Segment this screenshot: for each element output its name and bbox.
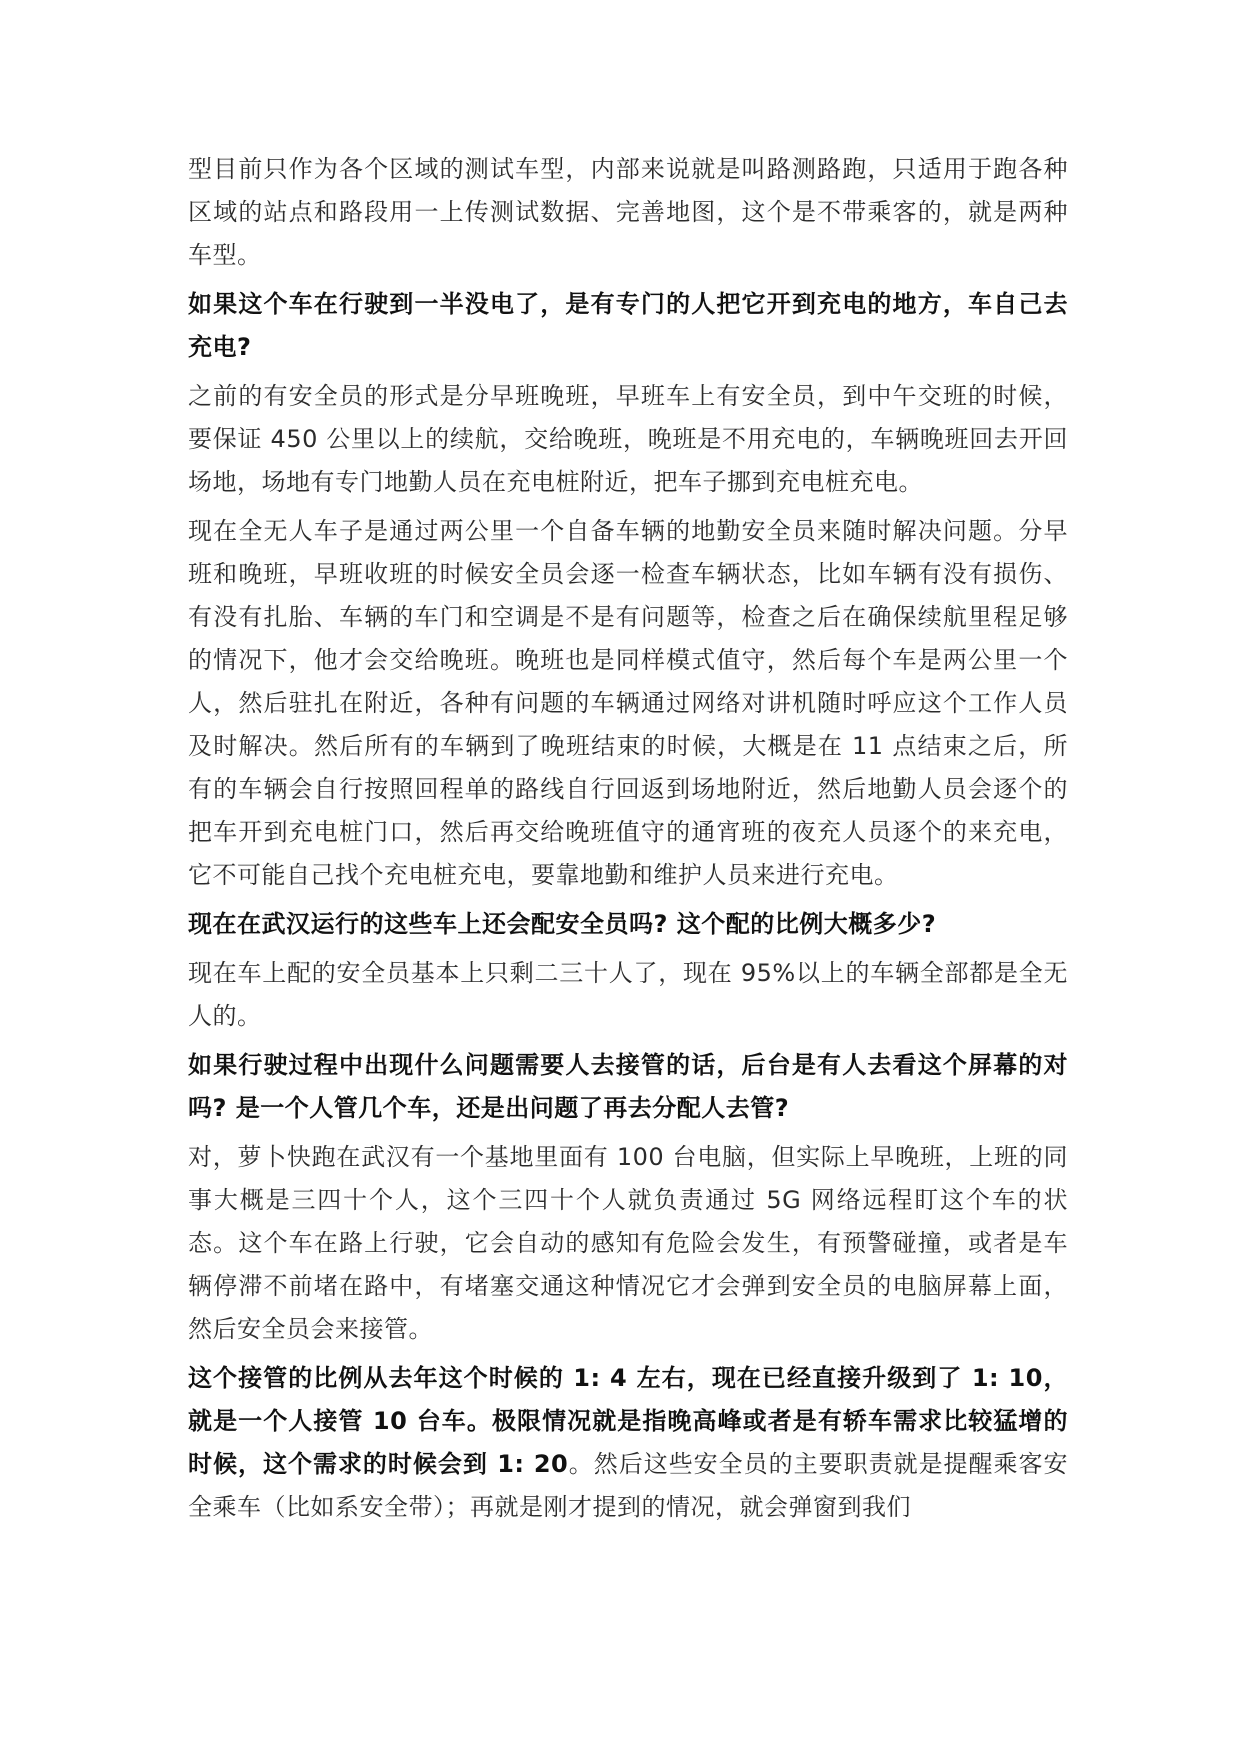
question-3: 如果行驶过程中出现什么问题需要人去接管的话，后台是有人去看这个屏幕的对吗? 是一个人管几个车，还是出问题了再去分配人去管?	[188, 1051, 1068, 1122]
paragraph-5: 对，萝卜快跑在武汉有一个基地里面有 100 台电脑，但实际上早晚班，上班的同事大概是三四十个人，这个三四十个人就负责通过 5G 网络远程盯这个车的状态。这个车在路上行驶，它会自动的感知有危险会发生，有预警碰撞，或者是车辆停滞不前堵在路中，有堵塞交通这种情况它才会弹到安全员的电脑屏幕上面，然后安全员会来接管。	[188, 1143, 1068, 1343]
question-2: 现在在武汉运行的这些车上还会配安全员吗? 这个配的比例大概多少?	[188, 910, 937, 938]
paragraph-3: 现在全无人车子是通过两公里一个自备车辆的地勤安全员来随时解决问题。分早班和晚班，早班收班的时候安全员会逐一检查车辆状态，比如车辆有没有损伤、有没有扎胎、车辆的车门和空调是不是有问题等，检查之后在确保续航里程足够的情况下，他才会交给晚班。晚班也是同样模式值守，然后每个车是两公里一个人，然后驻扎在附近，各种有问题的车辆通过网络对讲机随时呼应这个工作人员及时解决。然后所有的车辆到了晚班结束的时候，大概是在 11 点结束之后，所有的车辆会自行按照回程单的路线自行回返到场地附近，然后地勤人员会逐个的把车开到充电桩门口，然后再交给晚班值守的通宵班的夜充人员逐个的来充电，它不可能自己找个充电桩充电，要靠地勤和维护人员来进行充电。	[188, 517, 1068, 889]
paragraph-6-normal: 。然后这些安全员的主要职责就是提醒乘客安全乘车（比如系安全带）；再就是刚才提到的情况，就会弹窗到我们	[188, 1450, 1069, 1521]
paragraph-6	[188, 1357, 1068, 1529]
paragraph-4: 现在车上配的安全员基本上只剩二三十人了，现在 95%以上的车辆全部都是全无人的。	[188, 959, 1068, 1030]
paragraph-6-bold: 这个接管的比例从去年这个时候的 1: 4 左右，现在已经直接升级到了 1: 10，就是一个人接管 10 台车。极限情况就是指晚高峰或者是有轿车需求比较猛增的时候，这个需求的时候会到 1: 20	[188, 1364, 1068, 1478]
question-1: 如果这个车在行驶到一半没电了，是有专门的人把它开到充电的地方，车自己去充电?	[188, 290, 1068, 361]
paragraph-2: 之前的有安全员的形式是分早班晚班，早班车上有安全员，到中午交班的时候，要保证 450 公里以上的续航，交给晚班，晚班是不用充电的，车辆晚班回去开回场地，场地有专门地勤人员在充电桩附近，把车子挪到充电桩充电。	[188, 382, 1068, 496]
paragraph-1: 型目前只作为各个区域的测试车型，内部来说就是叫路测路跑，只适用于跑各种区域的站点和路段用一上传测试数据、完善地图，这个是不带乘客的，就是两种车型。	[188, 155, 1068, 269]
document-body	[188, 148, 1068, 1535]
